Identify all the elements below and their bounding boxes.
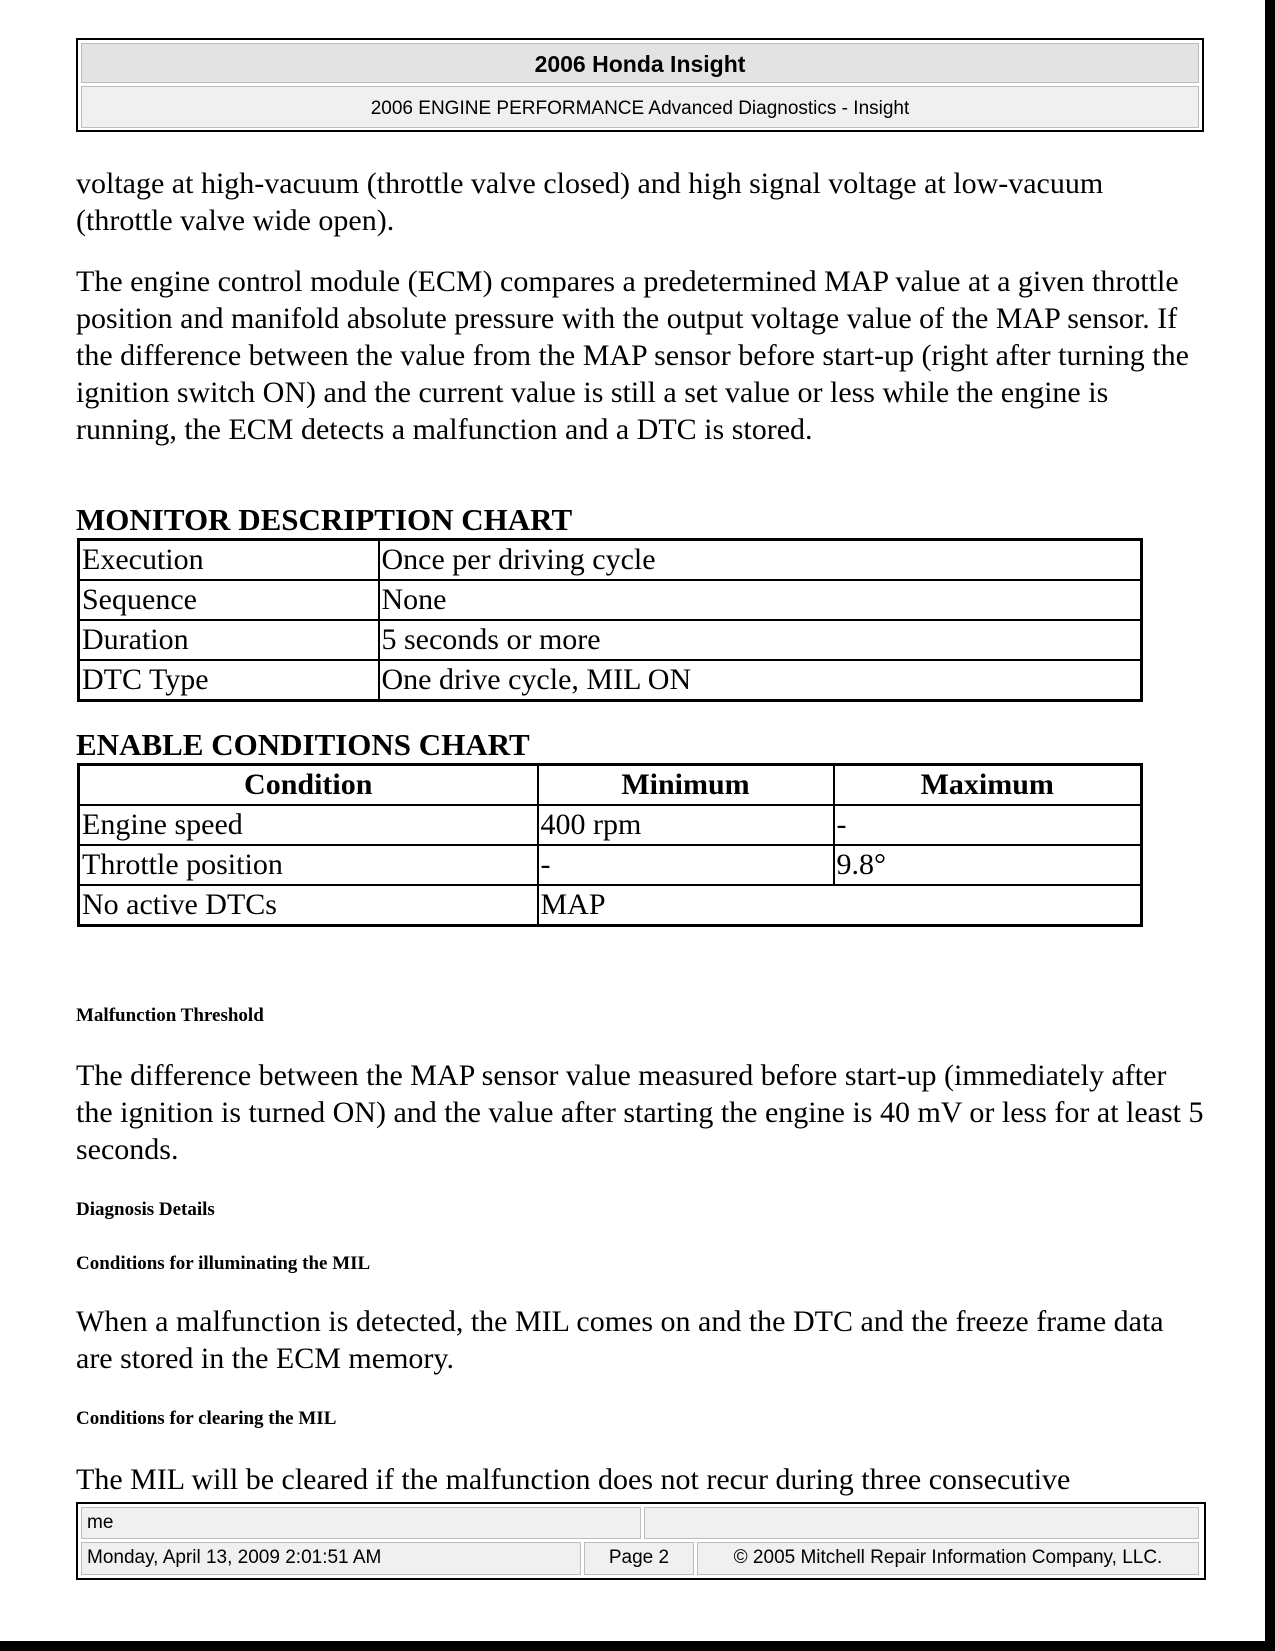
maximum-cell: 9.8°: [834, 845, 1142, 885]
page-frame-right: [1265, 0, 1275, 1651]
monitor-value: Once per driving cycle: [379, 540, 1142, 581]
illuminating-mil-heading: Conditions for illuminating the MIL: [76, 1253, 371, 1274]
monitor-label: DTC Type: [79, 660, 379, 701]
dtc-cell: MAP: [538, 885, 1142, 926]
monitor-description-table: [77, 538, 1143, 702]
page-frame-bottom: [0, 1641, 1275, 1651]
diagnosis-details-heading: Diagnosis Details: [76, 1199, 215, 1220]
header-subtitle: 2006 ENGINE PERFORMANCE Advanced Diagnostics - Insight: [81, 86, 1199, 128]
table-row: [79, 885, 1142, 926]
table-row: [79, 660, 1142, 701]
monitor-label: Sequence: [79, 580, 379, 620]
enable-chart-title: ENABLE CONDITIONS CHART: [76, 727, 530, 762]
condition-cell: Throttle position: [79, 845, 538, 885]
column-header-condition: Condition: [79, 765, 538, 806]
footer-date: Monday, April 13, 2009 2:01:51 AM: [81, 1542, 581, 1575]
document-header: [76, 38, 1204, 132]
table-row: [79, 580, 1142, 620]
monitor-label: Execution: [79, 540, 379, 581]
malfunction-threshold-text: The difference between the MAP sensor value measured before start-up (immediately after the ignition is turned ON) and the value after starting the engine is 40 mV or less for at least 5 seconds.: [76, 1059, 1204, 1166]
header-title: 2006 Honda Insight: [81, 43, 1199, 83]
monitor-value: 5 seconds or more: [379, 620, 1142, 660]
footer-copyright: © 2005 Mitchell Repair Information Company, LLC.: [697, 1542, 1199, 1575]
table-row: [79, 845, 1142, 885]
paragraph-voltage: voltage at high-vacuum (throttle valve closed) and high signal voltage at low-vacuum (throttle valve wide open).: [76, 167, 1104, 237]
clearing-mil-heading: Conditions for clearing the MIL: [76, 1408, 337, 1429]
monitor-label: Duration: [79, 620, 379, 660]
monitor-value: None: [379, 580, 1142, 620]
monitor-chart-title: MONITOR DESCRIPTION CHART: [76, 502, 573, 537]
footer-user: me: [81, 1507, 641, 1539]
table-row: [79, 620, 1142, 660]
table-row: [79, 805, 1142, 845]
document-footer: [76, 1502, 1206, 1580]
footer-blank-cell: [644, 1507, 1199, 1539]
condition-cell: Engine speed: [79, 805, 538, 845]
maximum-cell: -: [834, 805, 1142, 845]
column-header-maximum: Maximum: [834, 765, 1142, 806]
paragraph-ecm: The engine control module (ECM) compares a predetermined MAP value at a given throttle position and manifold absolute pressure with the output voltage value of the MAP sensor. If the difference between the value from the MAP sensor before start-up (right after turning the ignition switch ON) and the current value is still a set value or less while the engine is running, the ECM detects a malfunction and a DTC is stored.: [76, 265, 1189, 446]
monitor-value: One drive cycle, MIL ON: [379, 660, 1142, 701]
illuminating-mil-text: When a malfunction is detected, the MIL comes on and the DTC and the freeze frame data are stored in the ECM memory.: [76, 1305, 1164, 1375]
enable-conditions-table: [77, 763, 1143, 927]
footer-page: Page 2: [584, 1542, 694, 1575]
condition-cell: No active DTCs: [79, 885, 538, 926]
column-header-minimum: Minimum: [538, 765, 834, 806]
malfunction-threshold-heading: Malfunction Threshold: [76, 1005, 264, 1026]
minimum-cell: 400 rpm: [538, 805, 834, 845]
minimum-cell: -: [538, 845, 834, 885]
table-row: [79, 540, 1142, 581]
clearing-mil-text: The MIL will be cleared if the malfunction does not recur during three consecutive: [76, 1463, 1071, 1496]
table-header-row: [79, 765, 1142, 806]
